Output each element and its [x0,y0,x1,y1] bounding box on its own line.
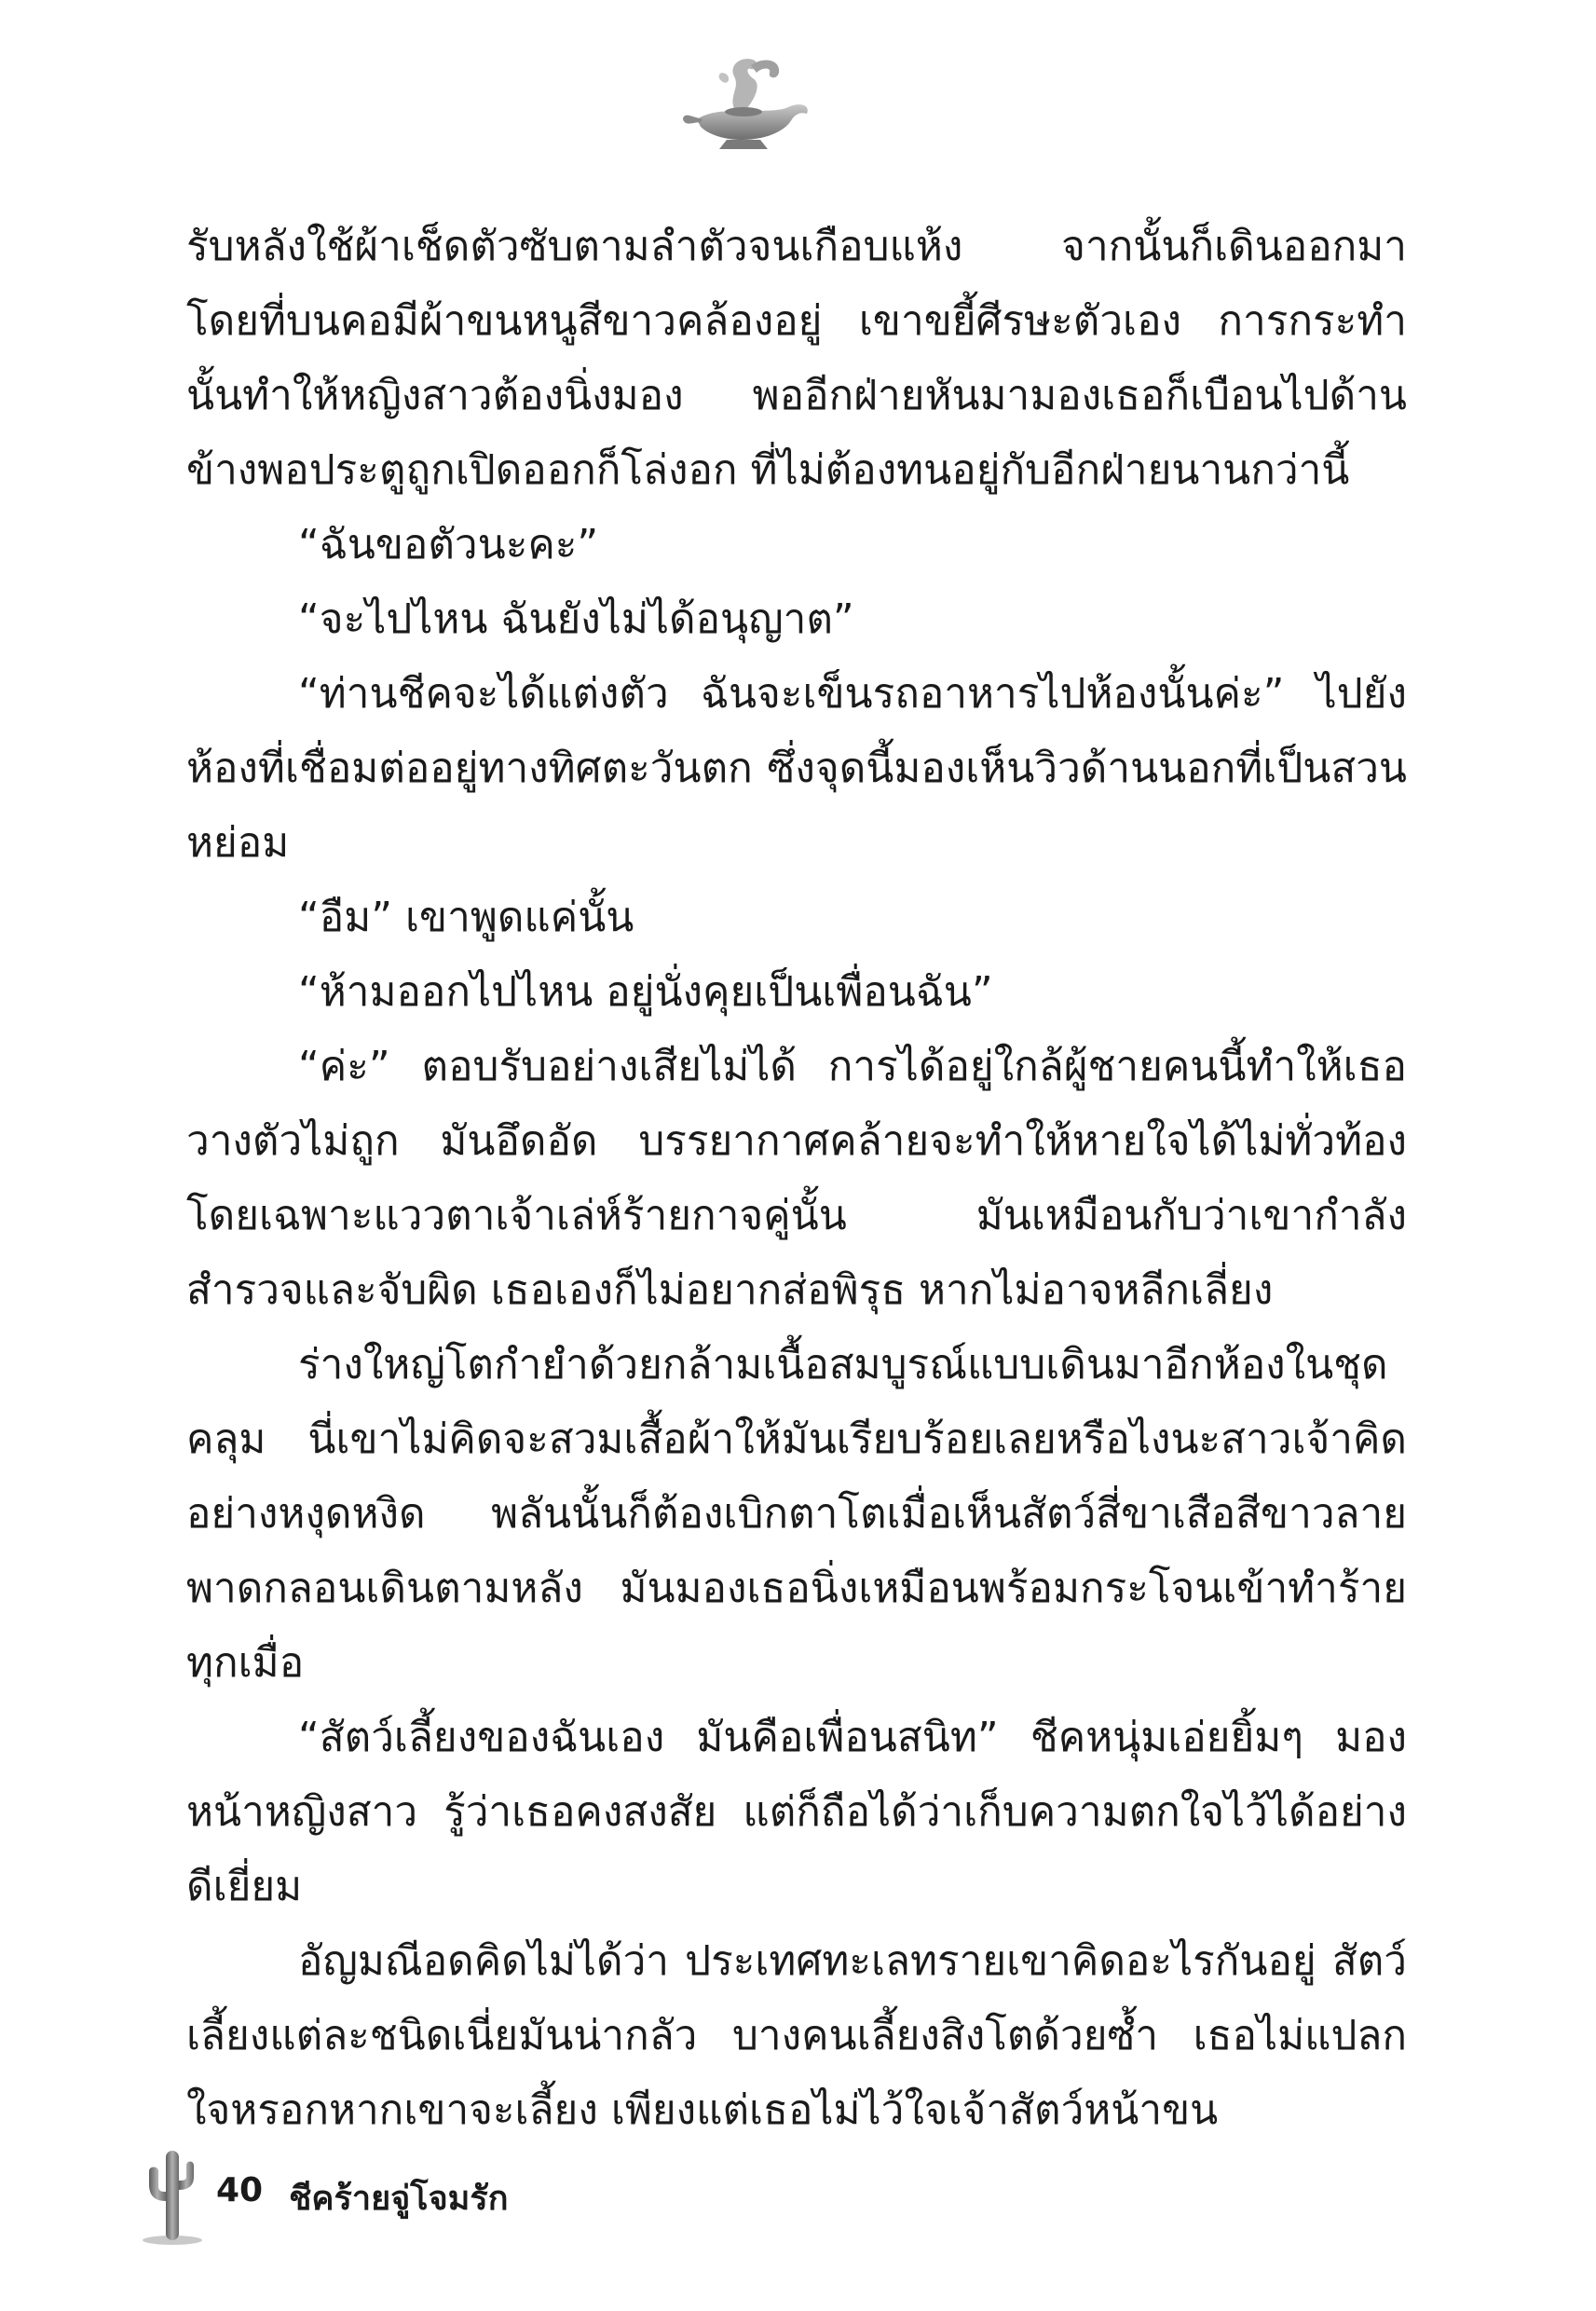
page-number: 40 [216,2171,264,2209]
paragraph-1: รับหลังใช้ผ้าเช็ดตัวซับตามลำตัวจนเกือบแห้ง จากนั้นก็เดินออกมาโดยที่บนคอมีผ้าขนหนูสีขาวคล้องอยู่ เขาขยี้ศีรษะตัวเอง การกระทำนั้นทำให้หญิงสาวต้องนิ่งมอง พออีกฝ่ายหันมามองเธอก็เบือนไปด้านข้างพอประตูถูกเปิดออกก็โล่งอก ที่ไม่ต้องทนอยู่กับอีกฝ่ายนานกว่านี้ [186,223,1407,494]
paragraph-5: “อืม” เขาพูดแค่นั้น [298,894,634,941]
paragraph-2: “ฉันขอตัวนะคะ” [298,521,599,568]
cactus-icon [140,2143,205,2246]
chapter-body [186,210,1407,2148]
book-title: ชีคร้ายจู่โจมรัก [289,2180,509,2218]
paragraph-3: “จะไปไหน ฉันยังไม่ได้อนุญาต” [298,595,854,643]
paragraph-8: ร่างใหญ่โตกำยำด้วยกล้ามเนื้อสมบูรณ์แบบเดินมาอีกห้องในชุดคลุม นี่เขาไม่คิดจะสวมเสื้อผ้าให้มันเรียบร้อยเลยหรือไงนะสาวเจ้าคิดอย่างหงุดหงิด พลันนั้นก็ต้องเบิกตาโตเมื่อเห็นสัตว์สี่ขาเสือสีขาวลายพาดกลอนเดินตามหลัง มันมองเธอนิ่งเหมือนพร้อมกระโจนเข้าทำร้ายทุกเมื่อ [186,1341,1407,1687]
paragraph-9: “สัตว์เลี้ยงของฉันเอง มันคือเพื่อนสนิท” ชีคหนุ่มเอ่ยยิ้มๆ มองหน้าหญิงสาว รู้ว่าเธอคงสงสัย แต่ก็ถือได้ว่าเก็บความตกใจไว้ได้อย่างดีเยี่ยม [186,1714,1407,1910]
genie-lamp-icon [671,47,820,158]
page-footer [140,2143,792,2246]
paragraph-4: “ท่านชีคจะได้แต่งตัว ฉันจะเข็นรถอาหารไปห้องนั้นค่ะ” ไปยังห้องที่เชื่อมต่ออยู่ทางทิศตะวันตก ซึ่งจุดนี้มองเห็นวิวด้านนอกที่เป็นสวนหย่อม [186,670,1407,867]
paragraph-7: “ค่ะ” ตอบรับอย่างเสียไม่ได้ การได้อยู่ใกล้ผู้ชายคนนี้ทำให้เธอวางตัวไม่ถูก มันอึดอัด บรรยากาศคล้ายจะทำให้หายใจได้ไม่ทั่วท้องโดยเฉพาะแววตาเจ้าเล่ห์ร้ายกาจคู่นั้น มันเหมือนกับว่าเขากำลังสำรวจและจับผิด เธอเองก็ไม่อยากส่อพิรุธ หากไม่อาจหลีกเลี่ยง [186,1043,1407,1314]
paragraph-6: “ห้ามออกไปไหน อยู่นั่งคุยเป็นเพื่อนฉัน” [298,968,993,1016]
paragraph-10: อัญมณีอดคิดไม่ได้ว่า ประเทศทะเลทรายเขาคิดอะไรกันอยู่ สัตว์เลี้ยงแต่ละชนิดเนี่ยมันน่ากลัว บางคนเลี้ยงสิงโตด้วยซ้ำ เธอไม่แปลกใจหรอกหากเขาจะเลี้ยง เพียงแต่เธอไม่ไว้ใจเจ้าสัตว์หน้าขน [186,1937,1407,2134]
